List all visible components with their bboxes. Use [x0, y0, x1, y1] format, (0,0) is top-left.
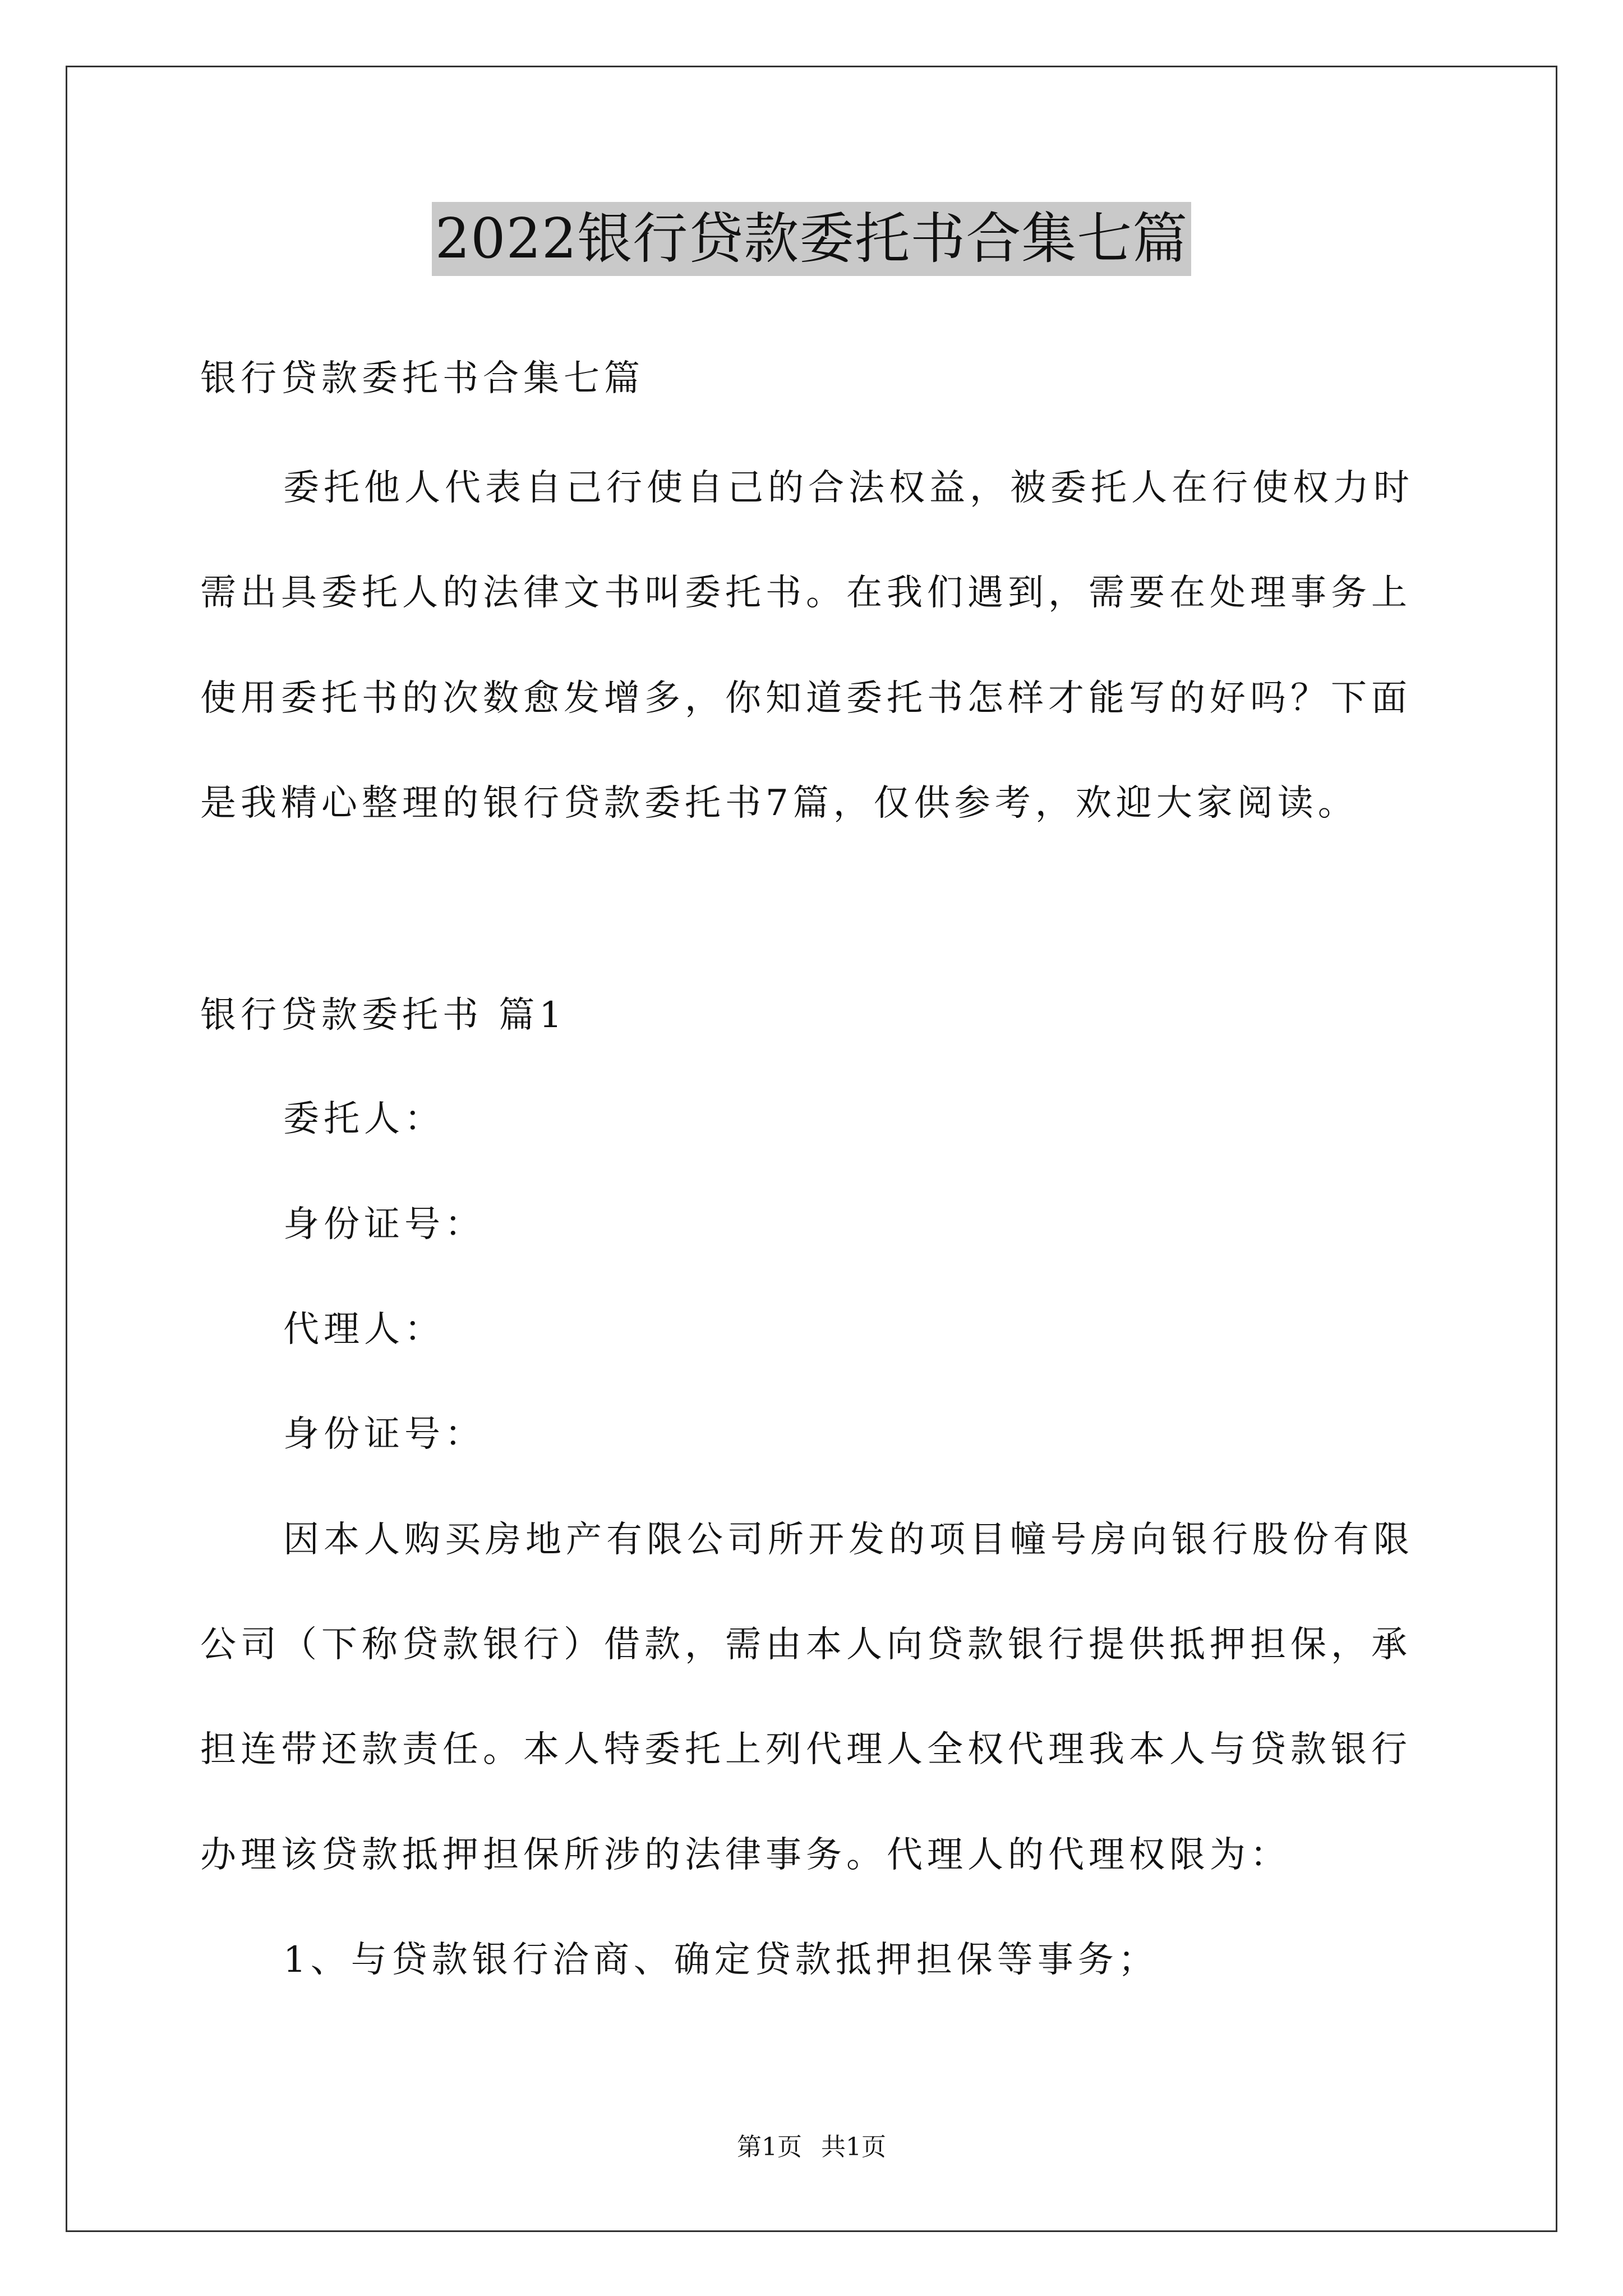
page-number: 第1页: [737, 2133, 802, 2161]
title-wrap: [200, 202, 1423, 276]
field-agent-id: 身份证号：: [283, 1414, 485, 1455]
intro-line: 是我精心整理的银行贷款委托书7篇，仅供参考，欢迎大家阅读。: [200, 783, 1358, 824]
intro-line: 使用委托书的次数愈发增多，你知道委托书怎样才能写的好吗？下面: [200, 678, 1412, 719]
page-footer: [0, 2132, 1623, 2163]
section-heading: 银行贷款委托书 篇1: [200, 995, 567, 1036]
intro-line: 委托他人代表自己行使自己的合法权益，被委托人在行使权力时: [283, 467, 1414, 509]
body-line: 公司（下称贷款银行）借款，需由本人向贷款银行提供抵押担保，承: [200, 1624, 1412, 1665]
document-title: 2022银行贷款委托书合集七篇: [432, 202, 1191, 276]
intro-line: 需出具委托人的法律文书叫委托书。在我们遇到，需要在处理事务上: [200, 572, 1412, 614]
body-line: 办理该贷款抵押担保所涉的法律事务。代理人的代理权限为：: [200, 1834, 1290, 1876]
page-total: 共1页: [821, 2133, 886, 2161]
field-principal-id: 身份证号：: [283, 1204, 485, 1245]
body-line: 担连带还款责任。本人特委托上列代理人全权代理我本人与贷款银行: [200, 1729, 1412, 1770]
body-line: 因本人购买房地产有限公司所开发的项目幢号房向银行股份有限: [283, 1519, 1414, 1561]
document-subtitle: 银行贷款委托书合集七篇: [200, 358, 644, 399]
field-agent: 代理人：: [283, 1309, 445, 1350]
field-principal: 委托人：: [283, 1098, 445, 1140]
list-item: 1、与贷款银行洽商、确定贷款抵押担保等事务；: [283, 1939, 1159, 1981]
